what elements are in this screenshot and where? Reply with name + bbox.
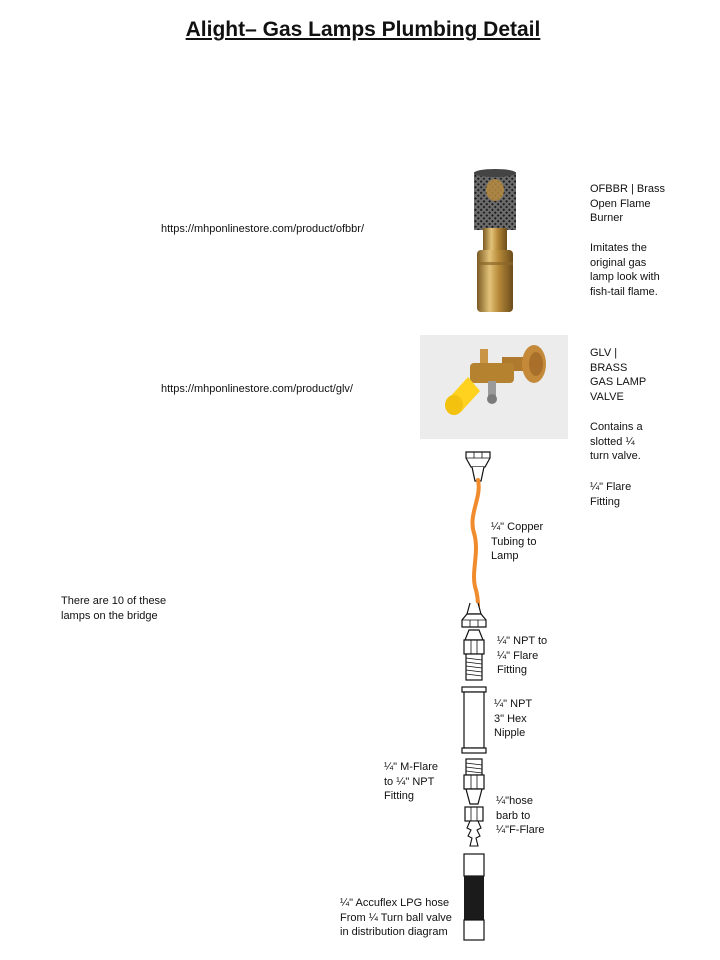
lpg-hose-icon (459, 853, 489, 943)
hex-nipple-icon (460, 686, 488, 754)
ofbbr-name-label: OFBBR | Brass Open Flame Burner (590, 183, 665, 224)
glv-name-label: GLV | BRASS GAS LAMP VALVE (590, 347, 647, 403)
page-title: Alight– Gas Lamps Plumbing Detail (185, 18, 541, 41)
ofbbr-description: Imitates the original gas lamp look with fish-tail flame. (590, 242, 660, 298)
hex-nipple-label: ¼" NPT 3" Hex Nipple (494, 698, 533, 739)
npt-flare-fitting-icon (461, 628, 487, 684)
mflare-npt-fitting-icon (461, 758, 487, 806)
flare-nut-bottom-icon (461, 602, 487, 628)
npt-flare-label: ¼" NPT to ¼" Flare Fitting (497, 635, 548, 676)
flare-fitting-label: ¼" Flare Fitting (590, 481, 632, 508)
lamp-count-note: There are 10 of these lamps on the bridge (61, 595, 167, 622)
lpg-hose-label: ¼" Accuflex LPG hose From ¼ Turn ball valve in distribution diagram (340, 897, 452, 938)
glv-product-link[interactable]: https://mhponlinestore.com/product/glv/ (161, 383, 353, 395)
hose-barb-icon (461, 806, 487, 850)
mflare-npt-label: ¼" M-Flare to ¼" NPT Fitting (384, 761, 439, 802)
copper-tubing-label: ¼" Copper Tubing to Lamp (491, 521, 544, 562)
hose-barb-label: ¼"hose barb to ¼"F-Flare (496, 795, 545, 836)
ofbbr-product-link[interactable]: https://mhponlinestore.com/product/ofbbr/ (161, 223, 364, 235)
glv-description: Contains a slotted ¼ turn valve. (590, 421, 643, 462)
valve-image (420, 335, 568, 439)
burner-image (467, 166, 547, 316)
